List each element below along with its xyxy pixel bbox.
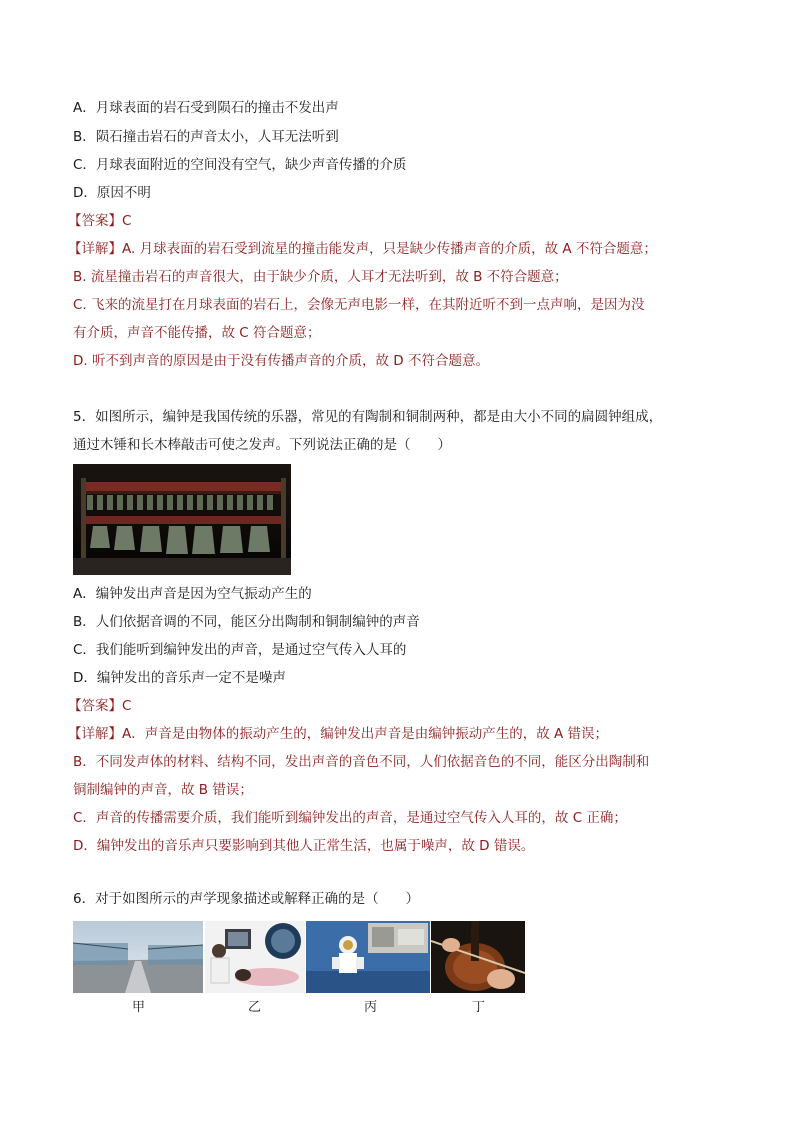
bianzhong-photo [73,464,291,575]
caption-jia: 甲 [132,1000,146,1015]
figure-bing-astronauts [306,921,430,993]
q4-detail-2: B. 流星撞击岩石的声音很大，由于缺少介质，人耳才无法听到，故 B 不符合题意； [73,269,568,285]
q6-stem: 6．对于如图所示的声学现象描述或解释正确的是（ ） [73,891,420,907]
q4-option-c: C．月球表面附近的空间没有空气，缺少声音传播的介质 [73,157,407,173]
q4-detail-5: D. 听不到声音的原因是由于没有传播声音的介质，故 D 不符合题意。 [73,353,489,369]
q5-detail-1: 【详解】A．声音是由物体的振动产生的，编钟发出声音是由编钟振动产生的，故 A 错误； [68,726,609,742]
caption-ding: 丁 [472,1000,486,1015]
q4-detail-4: 有介质，声音不能传播，故 C 符合题意； [73,325,321,341]
q4-answer: 【答案】C [68,213,132,229]
q5-detail-3: 铜制编钟的声音，故 B 错误； [73,782,253,798]
q4-detail-3: C. 飞来的流星打在月球表面的岩石上，会像无声电影一样，在其附近听不到一点声响，是因为没 [73,297,645,313]
caption-yi: 乙 [248,1000,262,1015]
q4-option-d: D．原因不明 [73,185,151,201]
q4-detail-1: 【详解】A. 月球表面的岩石受到流星的撞击能发声，只是缺少传播声音的介质，故 A 不符合题意； [68,241,657,257]
q5-option-b: B．人们依据音调的不同，能区分出陶制和铜制编钟的声音 [73,614,420,630]
q5-detail-4: C．声音的传播需要介质，我们能听到编钟发出的声音，是通过空气传入人耳的，故 C 正确； [73,810,627,826]
q4-option-b: B．陨石撞击岩石的声音太小，人耳无法听到 [73,129,339,145]
q5-detail-5: D．编钟发出的音乐声只要影响到其他人正常生活，也属于噪声，故 D 错误。 [73,838,535,854]
q5-answer: 【答案】C [68,698,132,714]
figure-ding-violin [431,921,525,993]
q5-stem-1: 5．如图所示，编钟是我国传统的乐器，常见的有陶制和铜制两种，都是由大小不同的扁圆钟组成， [73,409,663,425]
q5-stem-2: 通过木锤和长木棒敲击可使之发声。下列说法正确的是（ ） [73,437,451,453]
q5-detail-2: B．不同发声体的材料、结构不同，发出声音的音色不同，人们依据音色的不同，能区分出陶制和 [73,754,650,770]
figure-jia-highway-barrier [73,921,203,993]
q4-option-a: A．月球表面的岩石受到陨石的撞击不发出声 [73,100,339,116]
q5-option-c: C．我们能听到编钟发出的声音，是通过空气传入人耳的 [73,642,407,658]
q5-option-a: A．编钟发出声音是因为空气振动产生的 [73,586,312,602]
bianzhong-illustration [73,464,291,575]
figure-yi-ultrasound [205,921,305,993]
q5-option-d: D．编钟发出的音乐声一定不是噪声 [73,670,286,686]
caption-bing: 丙 [364,1000,378,1015]
